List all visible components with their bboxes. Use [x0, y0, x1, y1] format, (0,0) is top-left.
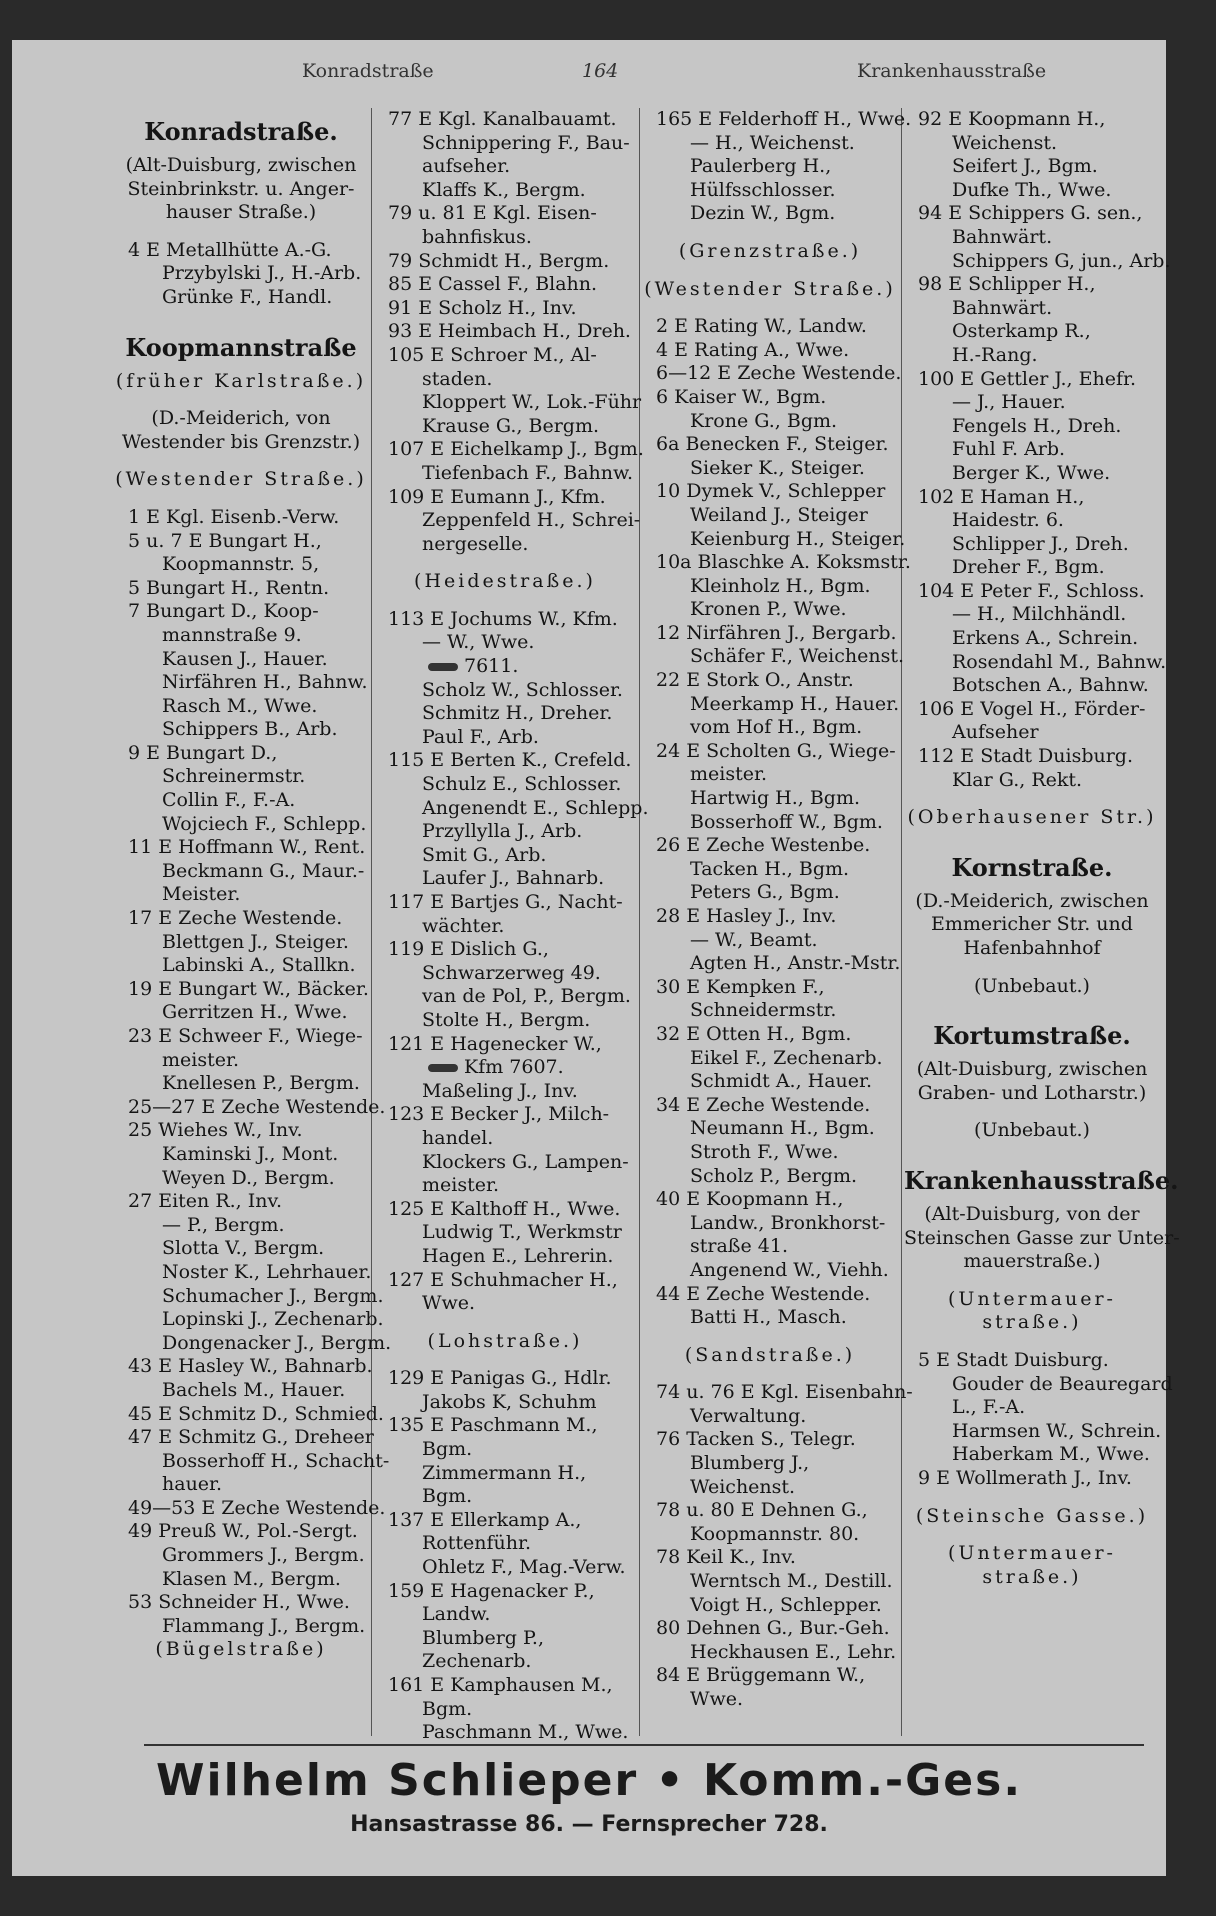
resident-entry: Paul F., Arb.: [422, 725, 539, 748]
resident-entry: Ohletz F., Mag.-Verw.: [422, 1556, 626, 1579]
resident-entry: Haidestr. 6.: [952, 509, 1064, 532]
house-entry: 127 E Schuhmacher H.,: [388, 1268, 618, 1291]
house-entry: 78 u. 80 E Dehnen G.,: [656, 1499, 868, 1522]
house-entry: 5 Bungart H., Rentn.: [128, 576, 330, 599]
spacer: [114, 454, 368, 468]
street-description: (Alt-Duisburg, zwischen: [916, 1058, 1148, 1081]
resident-entry: Botschen A., Bahnw.: [952, 674, 1149, 697]
resident-entry: Labinski A., Stallkn.: [162, 954, 356, 977]
house-entry: 93 E Heimbach H., Dreh.: [388, 320, 631, 343]
street-description: Graben- und Lotharstr.): [917, 1081, 1147, 1104]
phone-entry: [374, 1056, 636, 1080]
resident-entry: Paschmann M., Wwe.: [422, 1721, 629, 1744]
resident-entry: Grommers J., Bergm.: [162, 1544, 365, 1567]
cross-street-label: (früher Karlstraße.): [115, 369, 367, 392]
house-entry: 112 E Stadt Duisburg.: [918, 745, 1134, 768]
house-entry: 49—53 E Zeche Westende.: [128, 1496, 386, 1519]
house-entry: 161 E Kamphausen M.,: [388, 1674, 613, 1696]
house-entry: 10 Dymek V., Schlepper: [656, 480, 886, 503]
resident-entry: Bahnwärt.: [952, 296, 1053, 319]
resident-entry: Schlipper J., Dreh.: [952, 532, 1129, 555]
house-entry: 53 Schneider H., Wwe.: [128, 1591, 350, 1614]
resident-entry: — H., Milchhändl.: [952, 603, 1127, 626]
street-heading: Kortumstraße.: [933, 1021, 1131, 1051]
resident-entry: Agten H., Anstr.-Mstr.: [690, 952, 901, 975]
house-entry: 24 E Scholten G., Wiege-: [656, 739, 896, 762]
street-description: Westender bis Grenzstr.): [121, 430, 361, 453]
house-entry: 6 Kaiser W., Bgm.: [656, 385, 827, 408]
resident-entry: Rasch M., Wwe.: [162, 694, 318, 717]
resident-entry: Peters G., Bgm.: [690, 881, 840, 904]
house-entry: 106 E Vogel H., Förder-: [918, 697, 1146, 720]
resident-entry: Bgm.: [422, 1697, 473, 1720]
spacer: [904, 1143, 1160, 1157]
resident-entry: Werntsch M., Destill.: [690, 1570, 893, 1593]
house-entry: 49 Preuß W., Pol.-Sergt.: [128, 1520, 358, 1543]
resident-entry: vom Hof H., Bgm.: [690, 716, 863, 739]
resident-entry: Neumann H., Bgm.: [690, 1117, 875, 1140]
resident-entry: Beckmann G., Maur.-: [162, 859, 365, 882]
resident-entry: bahnfiskus.: [422, 225, 532, 248]
spacer: [114, 492, 368, 506]
house-entry: 45 E Schmitz D., Schmied.: [128, 1402, 384, 1425]
resident-entry: Tacken H., Bgm.: [690, 857, 850, 880]
phone-number: 7611.: [464, 655, 519, 678]
resident-entry: Zeppenfeld H., Schrei-: [422, 509, 641, 532]
house-entry: 104 E Peter F., Schloss.: [918, 579, 1145, 602]
resident-entry: Klasen M., Bergm.: [162, 1567, 341, 1590]
cross-street-label: (Bügelstraße): [155, 1638, 327, 1661]
house-entry: 19 E Bungart W., Bäcker.: [128, 977, 369, 1000]
resident-entry: Blumberg J.,: [690, 1452, 810, 1475]
company-address: Hansastrasse 86. — Fernsprecher 728.: [350, 1812, 828, 1837]
resident-entry: Meerkamp H., Hauer.: [690, 692, 900, 715]
resident-entry: Paulerberg H.,: [690, 155, 832, 178]
house-entry: 9 E Bungart D.,: [128, 741, 278, 764]
resident-entry: Seifert J., Bgm.: [952, 155, 1098, 178]
resident-entry: Dongenacker J., Bergm.: [162, 1331, 392, 1354]
resident-entry: Schmidt A., Hauer.: [690, 1070, 873, 1093]
spacer: [904, 792, 1160, 806]
house-entry: 10a Blaschke A. Koksmstr.: [656, 551, 911, 574]
house-entry: 17 E Zeche Westende.: [128, 907, 343, 930]
cross-street-label: (Steinsche Gasse.): [915, 1504, 1149, 1527]
resident-entry: Harmsen W., Schrein.: [952, 1419, 1162, 1442]
resident-entry: Maßeling J., Inv.: [422, 1079, 578, 1102]
house-entry: 4 E Metallhütte A.-G.: [128, 238, 332, 261]
resident-entry: Bgm.: [422, 1438, 473, 1461]
house-entry: 22 E Stork O., Anstr.: [656, 669, 854, 692]
resident-entry: Bosserhoff W., Bgm.: [690, 810, 883, 833]
running-header: [12, 60, 1166, 94]
cross-street-label: (Westender Straße.): [115, 468, 367, 491]
resident-entry: Wojciech F., Schlepp.: [162, 812, 367, 835]
street-description: (Alt-Duisburg, von der: [924, 1202, 1140, 1225]
resident-entry: Schumacher J., Bergm.: [162, 1284, 384, 1307]
resident-entry: Eikel F., Zechenarb.: [690, 1046, 883, 1069]
house-entry: 78 Keil K., Inv.: [656, 1546, 796, 1569]
house-entry: 115 E Berten K., Crefeld.: [388, 749, 632, 772]
resident-entry: Schwarzerweg 49.: [422, 961, 601, 984]
house-entry: 84 E Brüggemann W.,: [656, 1664, 866, 1687]
house-entry: 7 Bungart D., Koop-: [128, 600, 319, 623]
resident-entry: Blettgen J., Steiger.: [162, 930, 349, 953]
house-entry: 76 Tacken S., Telegr.: [656, 1428, 856, 1451]
resident-entry: Schippers G, jun., Arb.: [952, 249, 1171, 272]
resident-entry: Batti H., Masch.: [690, 1306, 847, 1329]
house-entry: 159 E Hagenacker P.,: [388, 1579, 595, 1602]
company-name: Wilhelm Schlieper • Komm.-Ges.: [155, 1755, 1023, 1806]
resident-entry: Stroth F., Wwe.: [690, 1140, 839, 1163]
column-divider: [371, 108, 372, 1736]
house-entry: 25—27 E Zeche Westende.: [128, 1095, 386, 1118]
resident-entry: Fengels H., Dreh.: [952, 414, 1122, 437]
resident-entry: H.-Rang.: [952, 343, 1038, 366]
page-number: 164: [582, 60, 619, 82]
resident-entry: Schreinermstr.: [162, 765, 306, 788]
cross-street-label: (Untermauer-: [948, 1542, 1116, 1565]
house-entry: 113 E Jochums W., Kfm.: [388, 607, 618, 630]
resident-entry: Przybylski J., H.-Arb.: [162, 262, 362, 285]
resident-entry: Lopinski J., Zechenarb.: [162, 1308, 384, 1331]
house-entry: 100 E Gettler J., Ehefr.: [918, 367, 1137, 390]
house-entry: 40 E Koopmann H.,: [656, 1188, 844, 1211]
house-entry: 1 E Kgl. Eisenb.-Verw.: [128, 505, 340, 528]
resident-entry: Przyllylla J., Arb.: [422, 820, 583, 843]
resident-entry: Scholz P., Bergm.: [690, 1164, 858, 1187]
house-entry: 4 E Rating A., Wwe.: [656, 338, 850, 361]
resident-entry: van de Pol, P., Bergm.: [422, 985, 631, 1008]
house-entry: 102 E Haman H.,: [918, 485, 1085, 508]
spacer: [642, 301, 898, 315]
spacer: [114, 393, 368, 407]
resident-entry: Schmitz H., Dreher.: [422, 702, 613, 725]
street-description: (D.-Meiderich, von: [151, 407, 331, 430]
resident-entry: Rosendahl M., Bahnw.: [952, 650, 1167, 673]
resident-entry: Weichenst.: [952, 131, 1058, 154]
resident-entry: Klockers G., Lampen-: [422, 1150, 629, 1173]
resident-entry: Flammang J., Bergm.: [162, 1614, 366, 1637]
resident-entry: Noster K., Lehrhauer.: [162, 1260, 372, 1283]
resident-entry: — H., Weichenst.: [690, 131, 855, 154]
house-entry: 105 E Schroer M., Al-: [388, 343, 597, 366]
house-entry: 125 E Kalthoff H., Wwe.: [388, 1197, 621, 1220]
phone-entry: [374, 655, 636, 679]
street-description: mauerstraße.): [963, 1250, 1101, 1273]
header-left-street: Konradstraße: [302, 60, 434, 82]
house-entry: 43 E Hasley W., Bahnarb.: [128, 1355, 373, 1378]
resident-entry: Kaminski J., Mont.: [162, 1142, 339, 1165]
cross-street-label: (Lohstraße.): [427, 1329, 583, 1352]
resident-entry: — P., Bergm.: [162, 1213, 285, 1236]
spacer: [904, 1491, 1160, 1505]
cross-street-label: (Grenzstraße.): [678, 239, 862, 262]
resident-entry: Schäfer F., Weichenst.: [690, 645, 905, 668]
spacer: [904, 1528, 1160, 1542]
resident-entry: Wwe.: [422, 1292, 476, 1315]
resident-entry: Zimmermann H.,: [422, 1461, 587, 1484]
advertisement-footer: [12, 1752, 1166, 1840]
house-entry: 27 Eiten R., Inv.: [128, 1190, 283, 1213]
resident-entry: Koopmannstr. 5,: [162, 553, 320, 576]
resident-entry: Landw., Bronkhorst-: [690, 1211, 886, 1234]
resident-entry: Bgm.: [422, 1485, 473, 1508]
resident-entry: Dezin W., Bgm.: [690, 202, 836, 225]
street-description: (D.-Meiderich, zwischen: [915, 889, 1149, 912]
cross-street-label: (Untermauer-: [948, 1287, 1116, 1310]
directory-page: [12, 40, 1180, 1876]
street-heading: Krankenhausstraße.: [904, 1165, 1179, 1195]
house-entry: 79 u. 81 E Kgl. Eisen-: [388, 202, 597, 225]
resident-entry: — W., Beamt.: [690, 928, 818, 951]
column-divider: [901, 108, 902, 1736]
resident-entry: nergeselle.: [422, 532, 529, 555]
resident-entry: Meister.: [162, 883, 241, 906]
cross-street-label: (Oberhausener Str.): [907, 806, 1157, 829]
house-entry: 117 E Bartjes G., Nacht-: [388, 891, 623, 913]
house-entry: 5 u. 7 E Bungart H.,: [128, 529, 322, 552]
resident-entry: Heckhausen E., Lehr.: [690, 1640, 897, 1663]
resident-entry: Tiefenbach F., Bahnw.: [422, 461, 634, 484]
house-entry: 91 E Scholz H., Inv.: [388, 296, 577, 319]
resident-entry: Smit G., Arb.: [422, 843, 547, 866]
resident-entry: Schneidermstr.: [690, 999, 837, 1022]
street-heading: Koopmannstraße: [125, 332, 357, 362]
resident-entry: — W., Wwe.: [422, 631, 535, 654]
spacer: [114, 310, 368, 324]
resident-entry: Grünke F., Handl.: [162, 285, 333, 308]
house-entry: 77 E Kgl. Kanalbauamt.: [388, 108, 617, 130]
resident-entry: Slotta V., Bergm.: [162, 1237, 325, 1260]
spacer: [374, 1316, 636, 1330]
house-entry: 26 E Zeche Westenbe.: [656, 834, 871, 857]
resident-entry: Blumberg P.,: [422, 1626, 544, 1649]
resident-entry: Gouder de Beauregard: [952, 1372, 1173, 1395]
telephone-icon: [428, 1064, 458, 1072]
street-heading: Kornstraße.: [951, 852, 1113, 882]
house-entry: 79 Schmidt H., Bergm.: [388, 249, 610, 272]
house-entry: 165 E Felderhoff H., Wwe.: [656, 108, 912, 130]
telephone-icon: [428, 663, 458, 671]
house-entry: 129 E Panigas G., Hdlr.: [388, 1367, 612, 1390]
street-description: (Unbebaut.): [974, 1119, 1090, 1142]
house-entry: 80 Dehnen G., Bur.-Geh.: [656, 1617, 890, 1640]
resident-entry: Osterkamp R.,: [952, 320, 1091, 343]
resident-entry: Kleinholz H., Bgm.: [690, 574, 871, 597]
resident-entry: meister.: [690, 763, 768, 786]
spacer: [904, 1105, 1160, 1119]
resident-entry: Kausen J., Hauer.: [162, 647, 328, 670]
cross-street-label: (Westender Straße.): [644, 277, 896, 300]
street-description: Hafenbahnhof: [963, 937, 1101, 959]
resident-entry: Stolte H., Bergm.: [422, 1008, 591, 1031]
house-entry: 44 E Zeche Westende.: [656, 1282, 871, 1305]
resident-entry: Hülfsschlosser.: [690, 178, 836, 201]
header-right-street: Krankenhausstraße: [857, 60, 1047, 82]
house-entry: 2 E Rating W., Landw.: [656, 315, 867, 338]
resident-entry: Ludwig T., Werkmstr: [422, 1221, 622, 1244]
resident-entry: Kloppert W., Lok.-Führ: [422, 391, 642, 414]
resident-entry: Sieker K., Steiger.: [690, 456, 865, 479]
resident-entry: Angenend W., Viehh.: [690, 1258, 889, 1281]
resident-entry: Rottenführ.: [422, 1532, 532, 1555]
house-entry: 109 E Eumann J., Kfm.: [388, 485, 606, 508]
resident-entry: Weiland J., Steiger: [690, 503, 868, 526]
house-entry: 11 E Hoffmann W., Rent.: [128, 836, 366, 859]
spacer: [904, 1274, 1160, 1288]
resident-entry: Krone G., Bgm.: [690, 409, 838, 432]
house-entry: 135 E Paschmann M.,: [388, 1414, 598, 1437]
phone-number: Kfm 7607.: [464, 1056, 564, 1079]
resident-entry: — J., Hauer.: [952, 391, 1066, 414]
street-description: (Unbebaut.): [974, 974, 1090, 997]
house-entry: 32 E Otten H., Bgm.: [656, 1022, 852, 1045]
column-divider: [639, 108, 640, 1736]
resident-entry: Hartwig H., Bgm.: [690, 787, 861, 810]
house-entry: 74 u. 76 E Kgl. Eisenbahn-: [656, 1381, 913, 1404]
column-4: [904, 108, 1180, 1916]
house-entry: 28 E Hasley J., Inv.: [656, 905, 837, 927]
resident-entry: wächter.: [422, 914, 505, 937]
spacer: [374, 1353, 636, 1367]
house-entry: 119 E Dislich G.,: [388, 938, 549, 961]
column-3: [642, 108, 913, 1916]
resident-entry: Koopmannstr. 80.: [690, 1522, 860, 1545]
house-entry: 47 E Schmitz G., Dreheer: [128, 1426, 374, 1449]
house-entry: 23 E Schweer F., Wiege-: [128, 1025, 363, 1047]
spacer: [642, 1330, 898, 1344]
spacer: [904, 998, 1160, 1012]
resident-entry: mannstraße 9.: [162, 623, 302, 646]
house-entry: 6a Benecken F., Steiger.: [656, 433, 889, 456]
house-entry: 30 E Kempken F.,: [656, 975, 825, 998]
house-entry: 25 Wiehes W., Inv.: [128, 1119, 303, 1142]
resident-entry: Kronen P., Wwe.: [690, 598, 847, 621]
resident-entry: Erkens A., Schrein.: [952, 627, 1139, 650]
spacer: [904, 1335, 1160, 1349]
resident-entry: Verwaltung.: [690, 1404, 807, 1427]
resident-entry: staden.: [422, 367, 493, 390]
resident-entry: Jakobs K, Schuhm: [422, 1390, 597, 1413]
resident-entry: Knellesen P., Bergm.: [162, 1072, 360, 1095]
spacer: [374, 594, 636, 608]
street-heading: Konradstraße.: [144, 117, 338, 146]
resident-entry: Aufseher: [952, 721, 1039, 744]
house-entry: 6—12 E Zeche Westende.: [656, 362, 902, 385]
resident-entry: Schulz E., Schlosser.: [422, 773, 622, 796]
street-description: (Alt-Duisburg, zwischen: [125, 154, 357, 176]
house-entry: 5 E Stadt Duisburg.: [918, 1348, 1109, 1371]
resident-entry: Angenendt E., Schlepp.: [422, 796, 649, 819]
street-description: Steinschen Gasse zur Unter-: [904, 1226, 1180, 1249]
street-description: hauser Straße.): [165, 201, 317, 224]
resident-entry: Krause G., Bergm.: [422, 414, 600, 437]
resident-entry: Bahnwärt.: [952, 225, 1053, 248]
house-entry: 85 E Cassel F., Blahn.: [388, 273, 598, 296]
resident-entry: Bachels M., Hauer.: [162, 1378, 346, 1401]
resident-entry: Weyen D., Bergm.: [162, 1166, 335, 1189]
resident-entry: Haberkam M., Wwe.: [952, 1443, 1150, 1466]
resident-entry: Zechenarb.: [422, 1650, 532, 1673]
footer-rule: [144, 1744, 1144, 1746]
spacer: [904, 830, 1160, 844]
resident-entry: Nirfähren H., Bahnw.: [162, 671, 368, 694]
spacer: [642, 1367, 898, 1381]
resident-entry: hauer.: [162, 1473, 223, 1496]
spacer: [374, 556, 636, 570]
resident-entry: Dufke Th., Wwe.: [952, 178, 1112, 201]
house-entry: 98 E Schlipper H.,: [918, 273, 1096, 296]
resident-entry: Laufer J., Bahnarb.: [422, 867, 605, 890]
house-entry: 137 E Ellerkamp A.,: [388, 1508, 582, 1531]
house-entry: 9 E Wollmerath J., Inv.: [918, 1466, 1132, 1489]
spacer: [642, 226, 898, 240]
column-2: [374, 108, 649, 1916]
resident-entry: Keienburg H., Steiger.: [690, 527, 906, 550]
spacer: [904, 961, 1160, 975]
resident-entry: handel.: [422, 1126, 494, 1149]
house-entry: 34 E Zeche Westende.: [656, 1093, 871, 1116]
cross-street-label: straße.): [982, 1565, 1082, 1588]
street-description: Emmericher Str. und: [931, 913, 1133, 936]
resident-entry: Bosserhoff H., Schacht-: [162, 1449, 390, 1472]
cross-street-label: straße.): [982, 1311, 1082, 1334]
resident-entry: Scholz W., Schlosser.: [422, 678, 623, 701]
resident-entry: Berger K., Wwe.: [952, 461, 1111, 484]
resident-entry: Hagen E., Lehrerin.: [422, 1244, 614, 1267]
resident-entry: aufseher.: [422, 155, 511, 178]
house-entry: 123 E Becker J., Milch-: [388, 1103, 610, 1126]
resident-entry: Wwe.: [690, 1688, 744, 1710]
spacer: [114, 225, 368, 239]
resident-entry: meister.: [422, 1174, 500, 1197]
resident-entry: Voigt H., Schlepper.: [690, 1593, 882, 1616]
house-entry: 107 E Eichelkamp J., Bgm.: [388, 438, 644, 461]
resident-entry: Klar G., Rekt.: [952, 768, 1083, 791]
resident-entry: Fuhl F. Arb.: [952, 438, 1066, 461]
resident-entry: L., F.-A.: [952, 1396, 1026, 1419]
resident-entry: Landw.: [422, 1603, 491, 1626]
resident-entry: meister.: [162, 1048, 240, 1071]
resident-entry: Schippers B., Arb.: [162, 718, 338, 741]
house-entry: 94 E Schippers G. sen.,: [918, 202, 1143, 225]
resident-entry: Collin F., F.-A.: [162, 789, 296, 812]
spacer: [642, 264, 898, 278]
house-entry: 12 Nirfähren J., Bergarb.: [656, 621, 897, 644]
resident-entry: Weichenst.: [690, 1475, 796, 1498]
cross-street-label: (Sandstraße.): [684, 1343, 856, 1366]
resident-entry: Gerritzen H., Wwe.: [162, 1001, 348, 1024]
resident-entry: straße 41.: [690, 1235, 788, 1258]
resident-entry: Dreher F., Bgm.: [952, 556, 1105, 579]
house-entry: 121 E Hagenecker W.,: [388, 1032, 602, 1055]
cross-street-label: (Heidestraße.): [414, 570, 596, 593]
street-description: Steinbrinkstr. u. Anger-: [127, 177, 355, 200]
house-entry: 92 E Koopmann H.,: [918, 108, 1106, 130]
resident-entry: Schnippering F., Bau-: [422, 131, 630, 154]
resident-entry: Klaffs K., Bergm.: [422, 178, 586, 201]
column-1: [114, 108, 392, 1916]
